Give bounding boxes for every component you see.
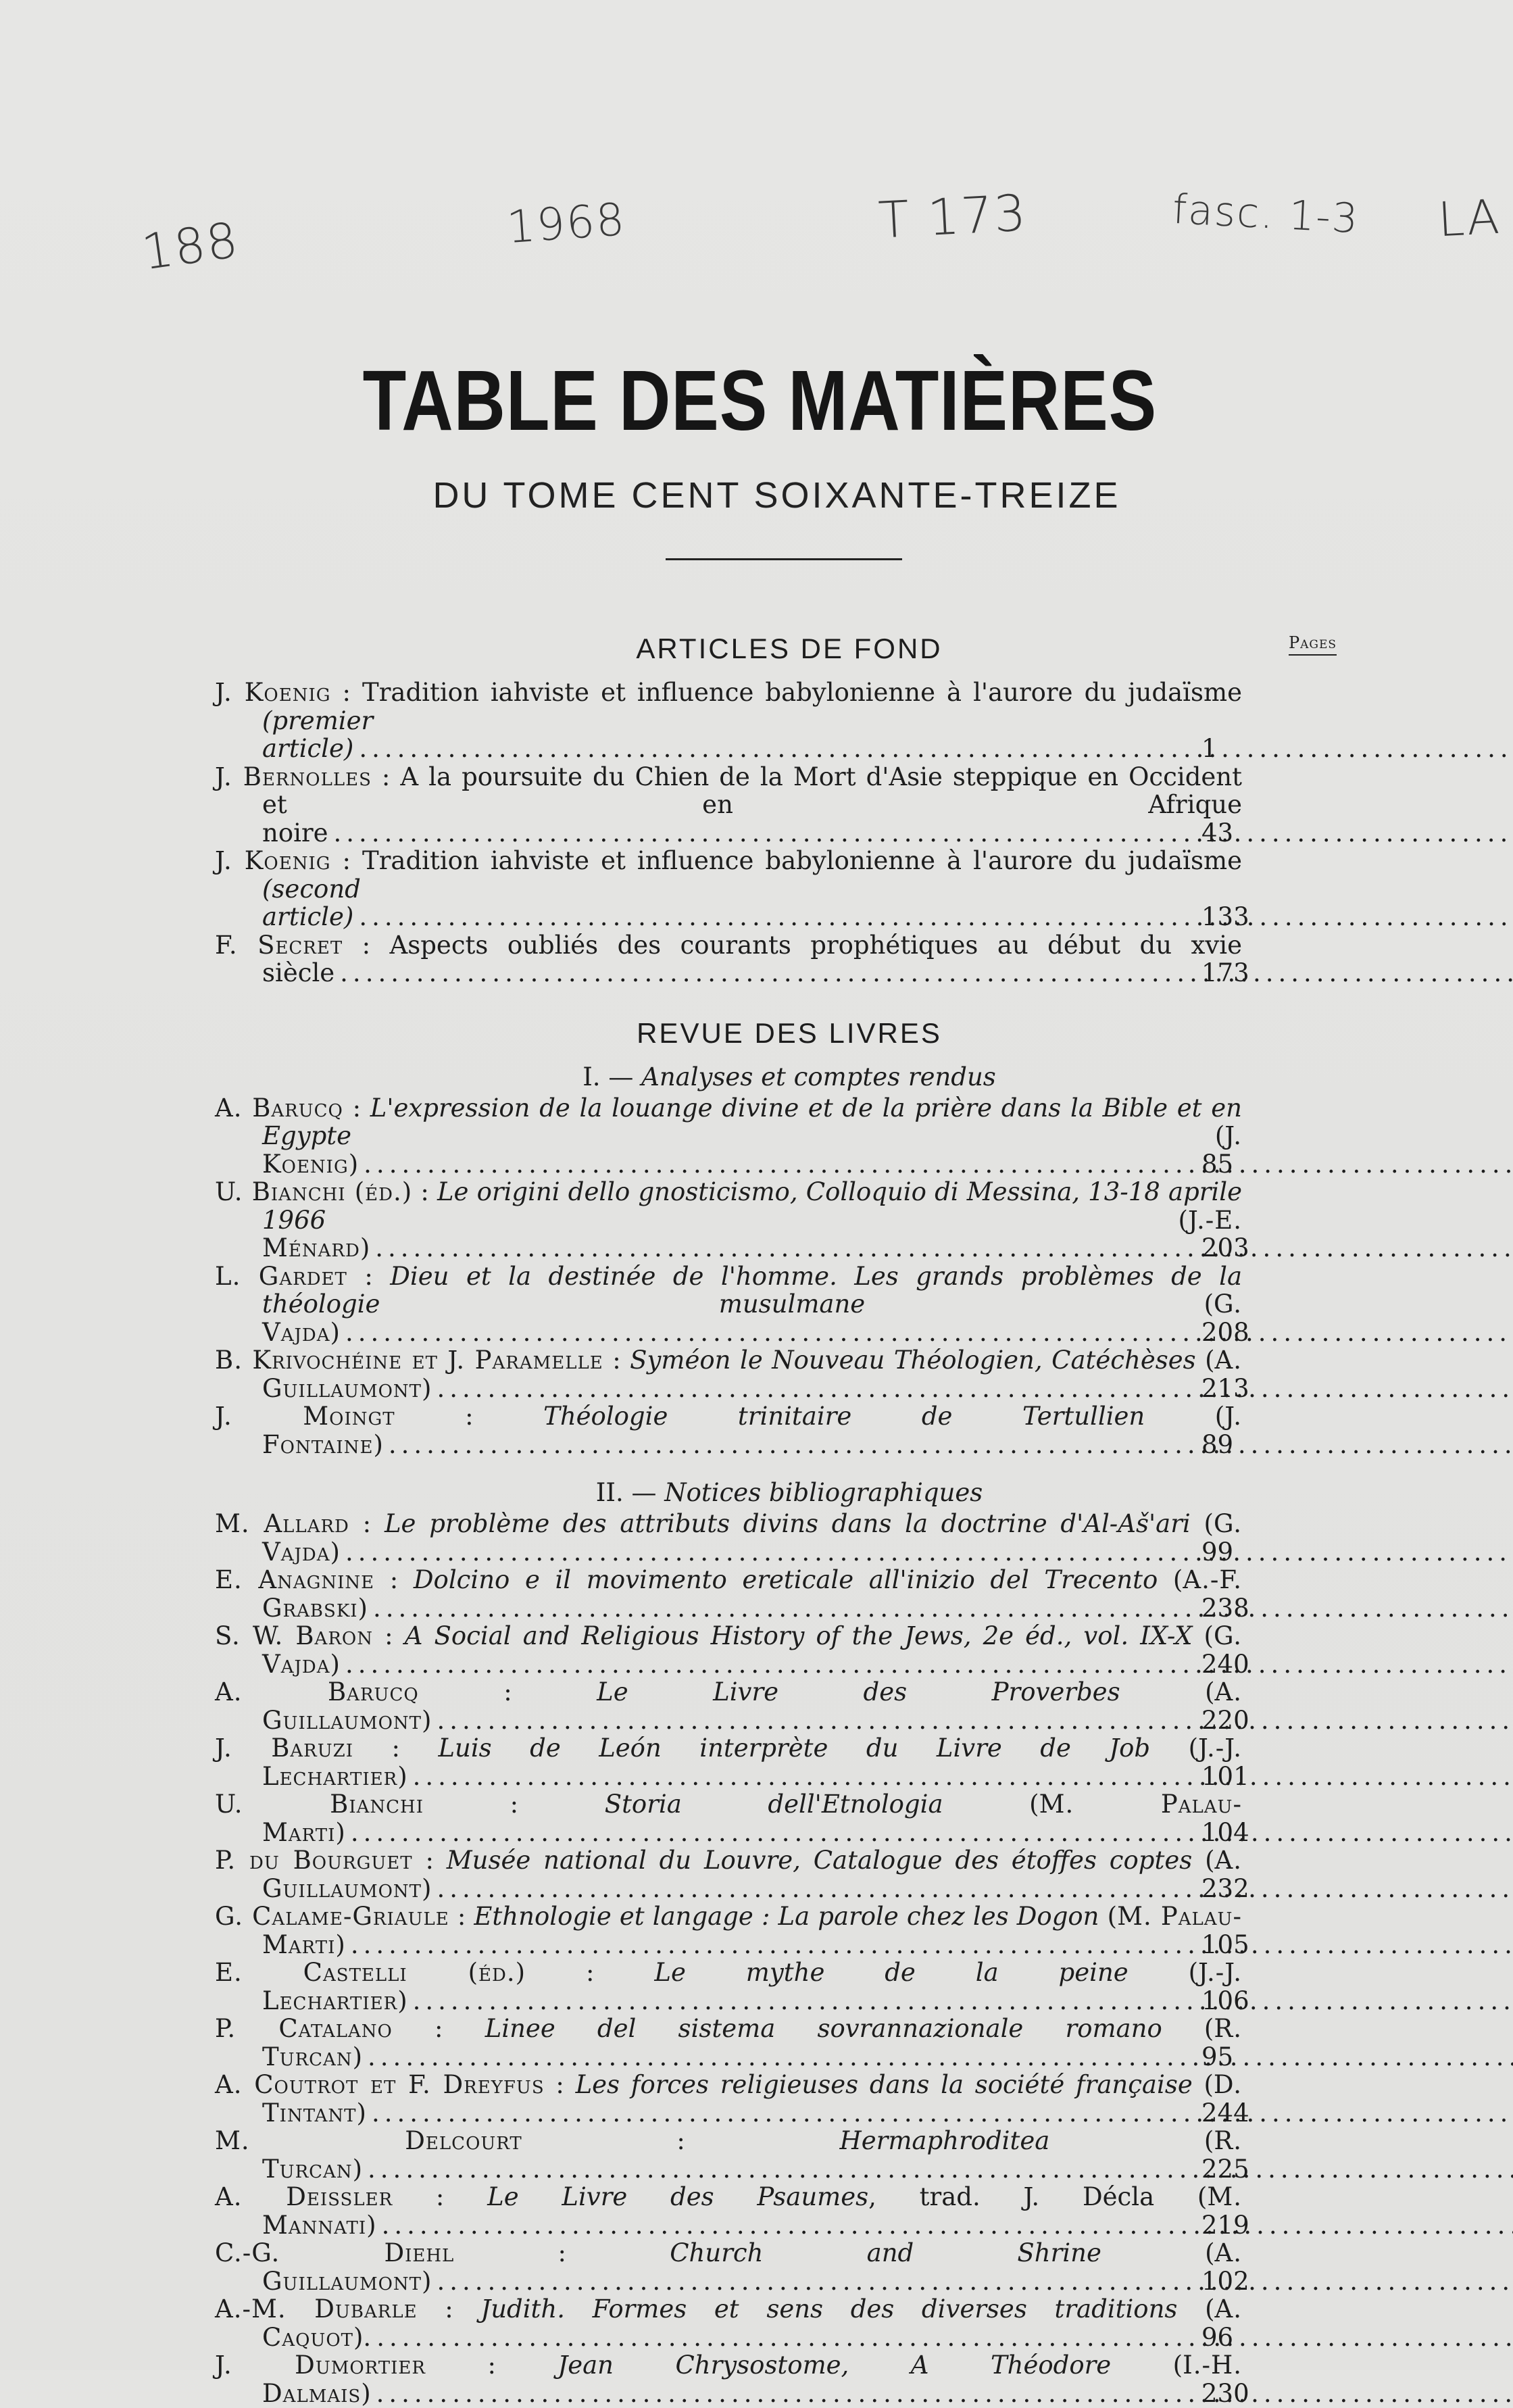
entry-separator: : <box>343 930 390 960</box>
entry-separator: : <box>449 1902 474 1931</box>
review-entry <box>215 2351 1337 2407</box>
leader-dots <box>340 958 1513 987</box>
entry-work-title: A Social and Religious History of the Jews, 2e éd., vol. IX-X <box>404 1621 1193 1650</box>
entry-reviewer: J.-J. Lechartier <box>262 1958 1242 2015</box>
leader-dots <box>437 1374 1513 1403</box>
leader-dots <box>364 1150 1513 1179</box>
paren-close: ) <box>330 1649 340 1679</box>
paren-open: ( <box>1154 2182 1208 2211</box>
paren-open: ( <box>1150 1734 1199 1763</box>
entry-separator: : <box>603 1346 630 1375</box>
entry-work-title: Dieu et la destinée de l'homme. Les grands problèmes de la théologie musulmane <box>262 1261 1243 1319</box>
paren-open: ( <box>351 1121 1225 1150</box>
entry-title-note: (premier article) <box>262 706 374 763</box>
paren-open: ( <box>1099 1902 1118 1931</box>
entry-work-title: Ethnologie et langage : La parole chez les Dogon <box>474 1902 1099 1931</box>
handwritten-note: 1968 <box>505 193 628 254</box>
entry-separator: : <box>330 846 363 875</box>
paren-open: ( <box>1120 1677 1215 1706</box>
section-heading-label: REVUE DES LIVRES <box>637 1016 942 1049</box>
entry-author: C.-G. Diehl <box>215 2238 455 2267</box>
entry-author: M. Allard <box>215 1509 349 1538</box>
entry-page-number: 219 <box>1201 2210 1249 2240</box>
entry-reviewer: M. Palau-Marti <box>262 1790 1242 1847</box>
entry-page-number: 105 <box>1201 1930 1249 1959</box>
paren-open: ( <box>1192 1621 1214 1650</box>
entry-page-number: 225 <box>1201 2154 1249 2184</box>
review-entry <box>215 1346 1337 1402</box>
entry-reviewer: A. Guillaumont <box>262 1846 1243 1903</box>
entry-reviewer: M. Palau-Marti <box>262 1902 1242 1959</box>
entry-separator: : <box>395 1402 544 1431</box>
title-divider <box>666 558 902 560</box>
paren-close: ) <box>366 2210 376 2240</box>
reviews-list-notices <box>215 1510 1337 2407</box>
entry-separator: : <box>412 1846 447 1875</box>
entry-author: J. Moingt <box>215 1402 395 1431</box>
entry-work-title: Le Livre des Proverbes <box>597 1677 1120 1706</box>
review-entry <box>215 2239 1337 2295</box>
leader-dots <box>359 734 1513 763</box>
leader-dots <box>372 2098 1513 2128</box>
entry-separator: : <box>526 1958 655 1987</box>
entry-page-number: 230 <box>1201 2378 1249 2408</box>
entry-separator: : <box>347 1261 391 1291</box>
entry-trail: . <box>363 2322 372 2352</box>
paren-open: ( <box>1190 1509 1214 1538</box>
entry-page-number: 238 <box>1201 1593 1249 1623</box>
review-entry <box>215 1402 1337 1458</box>
entry-work-title: Jean Chrysostome, A Théodore <box>557 2351 1112 2380</box>
entry-author: L. Gardet <box>215 1261 347 1291</box>
leader-dots <box>368 2155 1513 2184</box>
entry-author: U. Bianchi (éd.) <box>215 1177 413 1206</box>
entry-separator: : <box>374 1565 414 1594</box>
entry-author: E. Anagnine <box>215 1565 375 1594</box>
entry-page-number: 244 <box>1201 2098 1249 2128</box>
entry-reviewer: R. Turcan <box>262 2126 1242 2184</box>
entry-page-number: 85 <box>1201 1149 1234 1179</box>
entry-reviewer: A. Guillaumont <box>262 2238 1242 2296</box>
page-subtitle: DU TOME CENT SOIXANTE-TREIZE <box>432 475 1121 516</box>
entry-work-title: Le origini dello gnosticismo, Colloquio di Messina, 13-18 aprile 1966 <box>262 1177 1242 1235</box>
paren-open: ( <box>1192 1846 1215 1875</box>
entry-author: J. Baruzi <box>215 1734 353 1763</box>
paren-close: ) <box>335 1817 345 1847</box>
entry-page-number: 213 <box>1201 1373 1249 1403</box>
entry-work-title: Luis de León interprète du Livre de Job <box>438 1734 1151 1763</box>
entry-separator: : <box>349 1509 385 1538</box>
paren-close: ) <box>330 1537 340 1567</box>
entry-separator: : <box>417 2294 481 2324</box>
entry-page-number: 232 <box>1201 1873 1249 1903</box>
leader-dots <box>345 1318 1513 1347</box>
spacer <box>215 987 1337 1013</box>
entry-page-number: 208 <box>1201 1317 1249 1347</box>
entry-separator: : <box>330 678 363 707</box>
entry-work-title: Syméon le Nouveau Théologien, Catéchèses <box>630 1346 1196 1375</box>
entry-author: A.-M. Dubarle <box>215 2294 418 2324</box>
entry-title: Tradition iahviste et influence babylonienne à l'aurore du judaïsme <box>362 678 1242 707</box>
review-entry <box>215 2015 1337 2071</box>
entry-work-title: Dolcino e il movimento ereticale all'inizio del Trecento <box>413 1565 1158 1594</box>
entry-page-number: 1 <box>1201 734 1218 763</box>
paren-close: ) <box>397 1761 407 1791</box>
entry-author: A. Barucq <box>215 1093 343 1123</box>
paren-open: ( <box>1177 2294 1215 2324</box>
leader-dots <box>376 2323 1513 2352</box>
entry-work-title: Storia dell'Etnologia <box>604 1790 943 1819</box>
entry-extra: , trad. J. Décla <box>868 2182 1155 2211</box>
paren-open: ( <box>1128 1958 1199 1987</box>
entry-work-title: Musée national du Louvre, Catalogue des étoffes coptes <box>446 1846 1193 1875</box>
paren-close: ) <box>361 2378 371 2408</box>
leader-dots <box>373 1594 1513 1623</box>
entry-page-number: 104 <box>1201 1817 1249 1847</box>
paren-close: ) <box>397 1986 407 2015</box>
entry-page-number: 89 <box>1201 1429 1234 1459</box>
entry-title: A la poursuite du Chien de la Mort d'Asie steppique en Occident et en Afrique noire <box>262 762 1242 847</box>
section-heading-reviews <box>215 1013 1337 1054</box>
paren-close: ) <box>422 1705 432 1735</box>
entry-page-number: 95 <box>1201 2042 1234 2071</box>
entry-separator: : <box>392 2014 485 2043</box>
entry-work-title: Judith. Formes et sens des diverses traditions <box>480 2294 1178 2324</box>
entry-work-title: Church and Shrine <box>670 2238 1101 2267</box>
entry-reviewer: J. Koenig <box>262 1121 1242 1179</box>
leader-dots <box>437 2267 1513 2296</box>
subsection-number: II. — <box>595 1478 665 1507</box>
reviews-list-analyses <box>215 1094 1337 1459</box>
leader-dots <box>437 1874 1513 1903</box>
paren-close: ) <box>422 1873 432 1903</box>
entry-separator: : <box>371 762 401 791</box>
paren-close: ) <box>357 1593 368 1623</box>
review-entry <box>215 1902 1337 1959</box>
article-entry <box>215 931 1337 987</box>
entry-author: A. Barucq <box>215 1677 419 1706</box>
entry-reviewer: G. Vajda <box>262 1509 1242 1567</box>
entry-separator: : <box>522 2126 840 2155</box>
entry-page-number: 240 <box>1201 1649 1249 1679</box>
paren-open: ( <box>1111 2351 1183 2380</box>
entry-work-title: Théologie trinitaire de Tertullien <box>543 1402 1145 1431</box>
paren-close: ) <box>356 2098 366 2128</box>
leader-dots <box>375 1233 1513 1262</box>
review-entry <box>215 1566 1337 1622</box>
subsection-title: Analyses et comptes rendus <box>641 1062 996 1091</box>
entry-page-number: 96 <box>1201 2322 1234 2352</box>
handwritten-note: 188 <box>138 211 243 281</box>
paren-open: ( <box>1195 1346 1215 1375</box>
entry-author: P. Catalano <box>215 2014 393 2043</box>
entry-separator: : <box>393 2182 488 2211</box>
entry-author: G. Calame-Griaule <box>215 1902 449 1931</box>
handwritten-note: T 173 <box>876 184 1029 250</box>
leader-dots <box>351 1930 1513 1959</box>
entry-title-note: (second article) <box>262 874 361 931</box>
paren-close: ) <box>373 1429 383 1459</box>
review-entry <box>215 2295 1337 2351</box>
leader-dots <box>345 1538 1513 1567</box>
leader-dots <box>376 2379 1513 2408</box>
entry-reviewer: J.-E. Ménard <box>262 1205 1242 1262</box>
table-of-contents <box>215 629 1337 2407</box>
entry-author: B. Krivochéine et J. Paramelle <box>215 1346 603 1375</box>
entry-author: J. Koenig <box>215 846 331 875</box>
entry-reviewer: M. Mannati <box>262 2182 1242 2240</box>
page-title: TABLE DES MATIÈRES <box>362 353 1158 448</box>
entry-page-number: 133 <box>1201 902 1249 931</box>
entry-work-title: L'expression de la louange divine et de la prière dans la Bible et en Egypte <box>262 1093 1242 1150</box>
entry-work-title: Le problème des attributs divins dans la doctrine d'Al-Aš'ari <box>384 1509 1191 1538</box>
paren-open: ( <box>943 1790 1039 1819</box>
spacer <box>215 669 1337 679</box>
entry-reviewer: A. Caquot <box>262 2294 1242 2352</box>
review-entry <box>215 2183 1337 2239</box>
paren-open: ( <box>1162 2014 1214 2043</box>
entry-separator: : <box>372 1621 405 1650</box>
paren-open: ( <box>1192 2070 1214 2099</box>
entry-separator: : <box>544 2070 576 2099</box>
review-entry <box>215 1262 1337 1347</box>
spacer <box>215 1054 1337 1060</box>
entry-separator: : <box>353 1734 439 1763</box>
entry-author: F. Secret <box>215 930 343 960</box>
review-entry <box>215 2071 1337 2127</box>
entry-work-title: Linee del sistema sovrannazionale romano <box>485 2014 1162 2043</box>
entry-author: A. Deissler <box>215 2182 393 2211</box>
spacer <box>215 1458 1337 1476</box>
leader-dots <box>413 1762 1513 1791</box>
paren-close: ) <box>422 2266 432 2296</box>
review-entry <box>215 1846 1337 1902</box>
review-entry <box>215 1678 1337 1734</box>
review-entry <box>215 1622 1337 1678</box>
leader-dots <box>359 902 1513 931</box>
handwritten-note: LA <box>1436 189 1502 248</box>
paren-close: ) <box>352 2042 363 2071</box>
entry-reviewer: R. Turcan <box>262 2014 1242 2071</box>
review-entry <box>215 1178 1337 1262</box>
entry-page-number: 102 <box>1201 2266 1249 2296</box>
leader-dots <box>437 1706 1513 1735</box>
article-entry <box>215 679 1337 763</box>
paren-close: ) <box>359 1233 370 1262</box>
paren-close: ) <box>422 1373 432 1403</box>
entry-page-number: 203 <box>1201 1233 1249 1262</box>
entry-page-number: 101 <box>1201 1761 1249 1791</box>
entry-author: P. du Bourguet <box>215 1846 413 1875</box>
entry-reviewer: A.-F. Grabski <box>262 1565 1242 1623</box>
entry-title: Tradition iahviste et influence babylonienne à l'aurore du judaïsme <box>362 846 1242 875</box>
entry-separator: : <box>343 1093 370 1123</box>
paren-close: ) <box>352 2154 363 2184</box>
entry-author: J. Dumortier <box>215 2351 426 2380</box>
review-entry <box>215 1790 1337 1846</box>
leader-dots <box>389 1430 1513 1459</box>
paren-open: ( <box>865 1289 1214 1319</box>
entry-page-number: 106 <box>1201 1986 1249 2015</box>
entry-page-number: 43 <box>1201 818 1234 847</box>
review-entry <box>215 2127 1337 2183</box>
section-heading-label: ARTICLES DE FOND <box>636 633 943 664</box>
paren-close: ) <box>353 2322 364 2352</box>
entry-separator: : <box>412 1177 437 1206</box>
paren-open: ( <box>1158 1565 1183 1594</box>
leader-dots <box>413 1986 1513 2015</box>
subsection-heading <box>215 1060 1337 1094</box>
entry-author: M. Delcourt <box>215 2126 522 2155</box>
leader-dots <box>351 1818 1513 1847</box>
review-entry <box>215 1094 1337 1179</box>
entry-page-number: 99 <box>1201 1537 1234 1567</box>
entry-separator: : <box>418 1677 597 1706</box>
subsection-heading <box>215 1476 1337 1510</box>
paren-open: ( <box>326 1205 1188 1235</box>
pages-column-label: Pages <box>1289 633 1337 656</box>
paren-close: ) <box>348 1149 359 1179</box>
review-entry <box>215 1734 1337 1790</box>
subsection-number: I. — <box>582 1062 642 1091</box>
entry-work-title: Hermaphroditea <box>839 2126 1050 2155</box>
entry-separator: : <box>424 1790 605 1819</box>
entry-separator: : <box>425 2351 558 2380</box>
entry-author: S. W. Baron <box>215 1621 373 1650</box>
entry-title: Aspects oubliés des courants prophétiques au début du xvie siècle <box>262 930 1242 987</box>
leader-dots <box>368 2042 1513 2071</box>
entry-work-title: Le Livre des Psaumes <box>487 2182 869 2211</box>
entry-author: A. Coutrot et F. Dreyfus <box>215 2070 545 2099</box>
entry-page-number: 173 <box>1201 958 1249 987</box>
entry-author: U. Bianchi <box>215 1790 424 1819</box>
leader-dots <box>345 1650 1513 1679</box>
entry-reviewer: A. Guillaumont <box>262 1346 1242 1403</box>
article-entry <box>215 847 1337 931</box>
review-entry <box>215 1510 1337 1566</box>
articles-list <box>215 679 1337 987</box>
paren-close: ) <box>335 1930 345 1959</box>
entry-page-number: 220 <box>1201 1705 1249 1735</box>
entry-reviewer: J.-J. Lechartier <box>262 1734 1242 1791</box>
subsection-title: Notices bibliographiques <box>664 1478 983 1507</box>
leader-dots <box>382 2211 1513 2240</box>
entry-author: J. Bernolles <box>215 762 372 791</box>
entry-reviewer: G. Vajda <box>262 1621 1242 1679</box>
paren-open: ( <box>1145 1402 1225 1431</box>
review-entry <box>215 1959 1337 2015</box>
section-heading-articles <box>215 629 1337 669</box>
entry-reviewer: D. Tintant <box>262 2070 1242 2128</box>
entry-reviewer: G. Vajda <box>262 1289 1243 1347</box>
entry-reviewer: J. Fontaine <box>262 1402 1242 1459</box>
entry-reviewer: I.-H. Dalmais <box>262 2351 1242 2408</box>
handwritten-note: fasc. 1-3 <box>1171 185 1360 243</box>
paren-open: ( <box>1049 2126 1214 2155</box>
entry-work-title: Les forces religieuses dans la société française <box>575 2070 1193 2099</box>
entry-author: E. Castelli (éd.) <box>215 1958 526 1987</box>
paren-open: ( <box>1101 2238 1215 2267</box>
entry-author: J. Koenig <box>215 678 331 707</box>
entry-reviewer: A. Guillaumont <box>262 1677 1242 1735</box>
paren-close: ) <box>330 1317 340 1347</box>
entry-separator: : <box>454 2238 670 2267</box>
entry-work-title: Le mythe de la peine <box>654 1958 1128 1987</box>
article-entry <box>215 763 1337 847</box>
